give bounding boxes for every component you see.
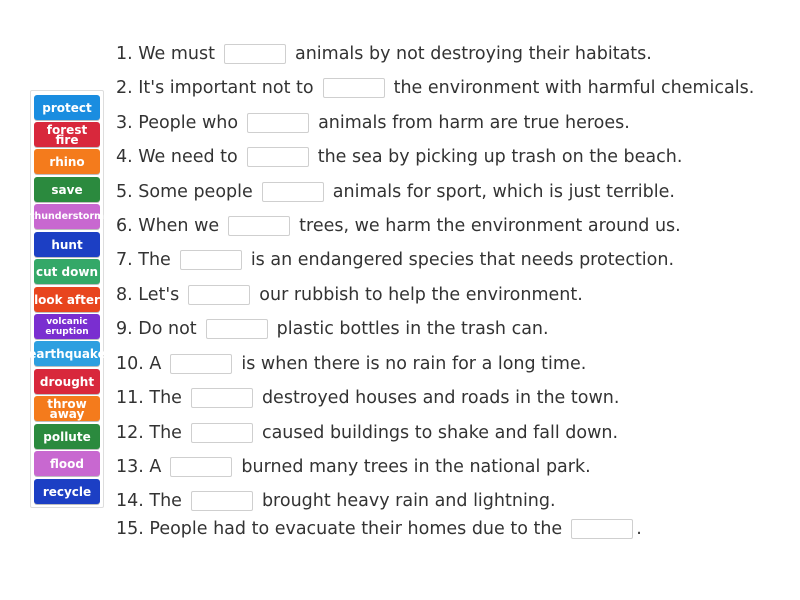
- sentence-text-before: 13. A: [116, 457, 162, 477]
- answer-blank[interactable]: [188, 285, 250, 305]
- sentence-13: [116, 455, 591, 479]
- sentence-7: [116, 248, 674, 272]
- sentence-text-after: caused buildings to shake and fall down.: [261, 423, 619, 443]
- word-chip-protect[interactable]: protect: [34, 95, 100, 120]
- sentence-text-after: brought heavy rain and lightning.: [261, 491, 556, 511]
- sentence-text-before: 4. We need to: [116, 147, 238, 167]
- sentence-text-before: 1. We must: [116, 44, 215, 64]
- sentence-6: [116, 214, 681, 238]
- sentence-text-after: burned many trees in the national park.: [241, 457, 591, 477]
- word-chip-cut-down[interactable]: cut down: [34, 259, 100, 284]
- word-chip-earthquake[interactable]: earthquake: [34, 341, 100, 366]
- answer-blank[interactable]: [571, 519, 633, 539]
- sentence-text-before: 14. The: [116, 491, 182, 511]
- sentence-text-after: is when there is no rain for a long time.: [241, 354, 587, 374]
- sentence-text-after: is an endangered species that needs protection.: [250, 250, 675, 270]
- sentence-text-after: animals by not destroying their habitats.: [294, 44, 652, 64]
- sentence-text-before: 9. Do not: [116, 319, 197, 339]
- word-chip-recycle[interactable]: recycle: [34, 479, 100, 504]
- answer-blank[interactable]: [191, 388, 253, 408]
- sentence-text-before: 15. People had to evacuate their homes due to the: [116, 519, 563, 539]
- answer-blank[interactable]: [247, 147, 309, 167]
- word-chip-look-after[interactable]: look after: [34, 287, 100, 312]
- word-chip-flood[interactable]: flood: [34, 451, 100, 476]
- sentence-text-after: plastic bottles in the trash can.: [276, 319, 549, 339]
- answer-blank[interactable]: [170, 354, 232, 374]
- sentence-text-before: 6. When we: [116, 216, 220, 236]
- sentence-text-before: 10. A: [116, 354, 162, 374]
- sentence-3: [116, 111, 630, 135]
- answer-blank[interactable]: [224, 44, 286, 64]
- word-bank: [30, 90, 104, 508]
- sentence-1: [116, 42, 652, 66]
- sentence-10: [116, 352, 586, 376]
- sentence-text-after: the sea by picking up trash on the beach.: [317, 147, 683, 167]
- sentence-text-after: trees, we harm the environment around us.: [299, 216, 681, 236]
- sentence-text-before: 5. Some people: [116, 182, 253, 202]
- word-chip-throw-away[interactable]: throw away: [34, 396, 100, 421]
- sentence-text-before: 8. Let's: [116, 285, 180, 305]
- sentence-12: [116, 421, 618, 445]
- word-chip-rhino[interactable]: rhino: [34, 149, 100, 174]
- word-chip-thunderstorm[interactable]: thunderstorm: [34, 204, 100, 229]
- sentence-4: [116, 145, 682, 169]
- answer-blank[interactable]: [180, 250, 242, 270]
- sentence-text-before: 12. The: [116, 423, 182, 443]
- sentence-15: [116, 517, 642, 541]
- answer-blank[interactable]: [191, 491, 253, 511]
- sentence-text-after: animals from harm are true heroes.: [318, 113, 630, 133]
- sentence-9: [116, 317, 549, 341]
- word-chip-drought[interactable]: drought: [34, 369, 100, 394]
- sentence-text-before: 2. It's important not to: [116, 78, 314, 98]
- sentence-text-after: .: [636, 519, 642, 539]
- answer-blank[interactable]: [170, 457, 232, 477]
- sentence-5: [116, 180, 675, 204]
- answer-blank[interactable]: [323, 78, 385, 98]
- answer-blank[interactable]: [191, 423, 253, 443]
- sentence-14: [116, 489, 556, 513]
- word-chip-pollute[interactable]: pollute: [34, 424, 100, 449]
- word-chip-forest-fire[interactable]: forest fire: [34, 122, 100, 147]
- sentence-2: [116, 76, 754, 100]
- sentence-11: [116, 386, 619, 410]
- sentence-text-before: 11. The: [116, 388, 182, 408]
- sentence-text-before: 3. People who: [116, 113, 239, 133]
- answer-blank[interactable]: [262, 182, 324, 202]
- word-chip-volcanic-eruption[interactable]: volcanic eruption: [34, 314, 100, 339]
- answer-blank[interactable]: [247, 113, 309, 133]
- sentence-text-after: the environment with harmful chemicals.: [393, 78, 755, 98]
- answer-blank[interactable]: [206, 319, 268, 339]
- word-chip-save[interactable]: save: [34, 177, 100, 202]
- sentence-text-after: animals for sport, which is just terrible.: [332, 182, 675, 202]
- answer-blank[interactable]: [228, 216, 290, 236]
- sentence-text-after: destroyed houses and roads in the town.: [261, 388, 620, 408]
- word-chip-hunt[interactable]: hunt: [34, 232, 100, 257]
- sentence-text-before: 7. The: [116, 250, 171, 270]
- sentence-text-after: our rubbish to help the environment.: [259, 285, 583, 305]
- sentence-8: [116, 283, 583, 307]
